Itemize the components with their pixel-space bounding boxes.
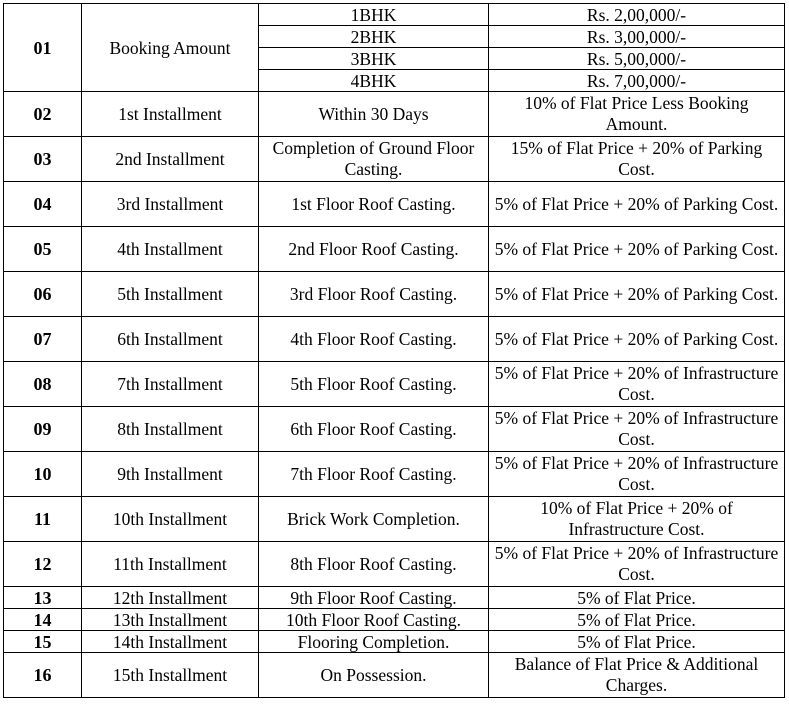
stage-label: 7th Installment — [82, 362, 259, 407]
serial-number: 05 — [4, 227, 82, 272]
milestone-cell: Within 30 Days — [259, 92, 489, 137]
amount-cell: Rs. 5,00,000/- — [489, 48, 785, 70]
table-row — [4, 609, 785, 631]
stage-label: 8th Installment — [82, 407, 259, 452]
serial-number: 10 — [4, 452, 82, 497]
flat-type: 3BHK — [259, 48, 489, 70]
amount-cell: 5% of Flat Price. — [489, 587, 785, 609]
amount-cell: 5% of Flat Price. — [489, 609, 785, 631]
payment-schedule-container — [3, 3, 785, 698]
stage-label: 11th Installment — [82, 542, 259, 587]
serial-number: 08 — [4, 362, 82, 407]
flat-type: 4BHK — [259, 70, 489, 92]
serial-number: 16 — [4, 653, 82, 698]
amount-cell: 5% of Flat Price + 20% of Infrastructure Cost. — [489, 452, 785, 497]
milestone-cell: 8th Floor Roof Casting. — [259, 542, 489, 587]
amount-cell: Rs. 7,00,000/- — [489, 70, 785, 92]
milestone-cell: Brick Work Completion. — [259, 497, 489, 542]
amount-cell: Rs. 2,00,000/- — [489, 4, 785, 26]
amount-cell: 5% of Flat Price + 20% of Parking Cost. — [489, 227, 785, 272]
table-row — [4, 272, 785, 317]
flat-type: 2BHK — [259, 26, 489, 48]
stage-label: 13th Installment — [82, 609, 259, 631]
amount-cell: 15% of Flat Price + 20% of Parking Cost. — [489, 137, 785, 182]
amount-cell: 5% of Flat Price. — [489, 631, 785, 653]
amount-cell: 10% of Flat Price Less Booking Amount. — [489, 92, 785, 137]
table-row — [4, 92, 785, 137]
serial-number: 12 — [4, 542, 82, 587]
table-row — [4, 362, 785, 407]
serial-number: 04 — [4, 182, 82, 227]
serial-number: 03 — [4, 137, 82, 182]
stage-label: 10th Installment — [82, 497, 259, 542]
stage-label: 9th Installment — [82, 452, 259, 497]
flat-type: 1BHK — [259, 4, 489, 26]
milestone-cell: 9th Floor Roof Casting. — [259, 587, 489, 609]
stage-label: 2nd Installment — [82, 137, 259, 182]
milestone-cell: Flooring Completion. — [259, 631, 489, 653]
stage-label: Booking Amount — [82, 4, 259, 92]
serial-number: 01 — [4, 4, 82, 92]
amount-cell: 5% of Flat Price + 20% of Parking Cost. — [489, 317, 785, 362]
table-row — [4, 407, 785, 452]
milestone-cell: 4th Floor Roof Casting. — [259, 317, 489, 362]
amount-cell: 10% of Flat Price + 20% of Infrastructure Cost. — [489, 497, 785, 542]
serial-number: 11 — [4, 497, 82, 542]
serial-number: 06 — [4, 272, 82, 317]
table-row — [4, 317, 785, 362]
stage-label: 15th Installment — [82, 653, 259, 698]
stage-label: 1st Installment — [82, 92, 259, 137]
milestone-cell: 2nd Floor Roof Casting. — [259, 227, 489, 272]
milestone-cell: 3rd Floor Roof Casting. — [259, 272, 489, 317]
milestone-cell: 5th Floor Roof Casting. — [259, 362, 489, 407]
table-row — [4, 653, 785, 698]
stage-label: 5th Installment — [82, 272, 259, 317]
table-row — [4, 227, 785, 272]
table-row — [4, 542, 785, 587]
serial-number: 15 — [4, 631, 82, 653]
stage-label: 6th Installment — [82, 317, 259, 362]
table-row — [4, 497, 785, 542]
table-row — [4, 452, 785, 497]
table-row — [4, 631, 785, 653]
amount-cell: 5% of Flat Price + 20% of Infrastructure Cost. — [489, 362, 785, 407]
amount-cell: Rs. 3,00,000/- — [489, 26, 785, 48]
milestone-cell: 6th Floor Roof Casting. — [259, 407, 489, 452]
table-row — [4, 137, 785, 182]
table-row — [4, 182, 785, 227]
amount-cell: 5% of Flat Price + 20% of Parking Cost. — [489, 182, 785, 227]
amount-cell: 5% of Flat Price + 20% of Infrastructure Cost. — [489, 407, 785, 452]
amount-cell: 5% of Flat Price + 20% of Infrastructure Cost. — [489, 542, 785, 587]
stage-label: 14th Installment — [82, 631, 259, 653]
serial-number: 09 — [4, 407, 82, 452]
serial-number: 07 — [4, 317, 82, 362]
serial-number: 13 — [4, 587, 82, 609]
milestone-cell: 1st Floor Roof Casting. — [259, 182, 489, 227]
stage-label: 3rd Installment — [82, 182, 259, 227]
amount-cell: 5% of Flat Price + 20% of Parking Cost. — [489, 272, 785, 317]
table-row — [4, 587, 785, 609]
serial-number: 14 — [4, 609, 82, 631]
payment-schedule-table — [3, 3, 785, 698]
amount-cell: Balance of Flat Price & Additional Charges. — [489, 653, 785, 698]
serial-number: 02 — [4, 92, 82, 137]
stage-label: 4th Installment — [82, 227, 259, 272]
milestone-cell: 10th Floor Roof Casting. — [259, 609, 489, 631]
milestone-cell: 7th Floor Roof Casting. — [259, 452, 489, 497]
milestone-cell: On Possession. — [259, 653, 489, 698]
table-row — [4, 4, 785, 26]
milestone-cell: Completion of Ground Floor Casting. — [259, 137, 489, 182]
stage-label: 12th Installment — [82, 587, 259, 609]
